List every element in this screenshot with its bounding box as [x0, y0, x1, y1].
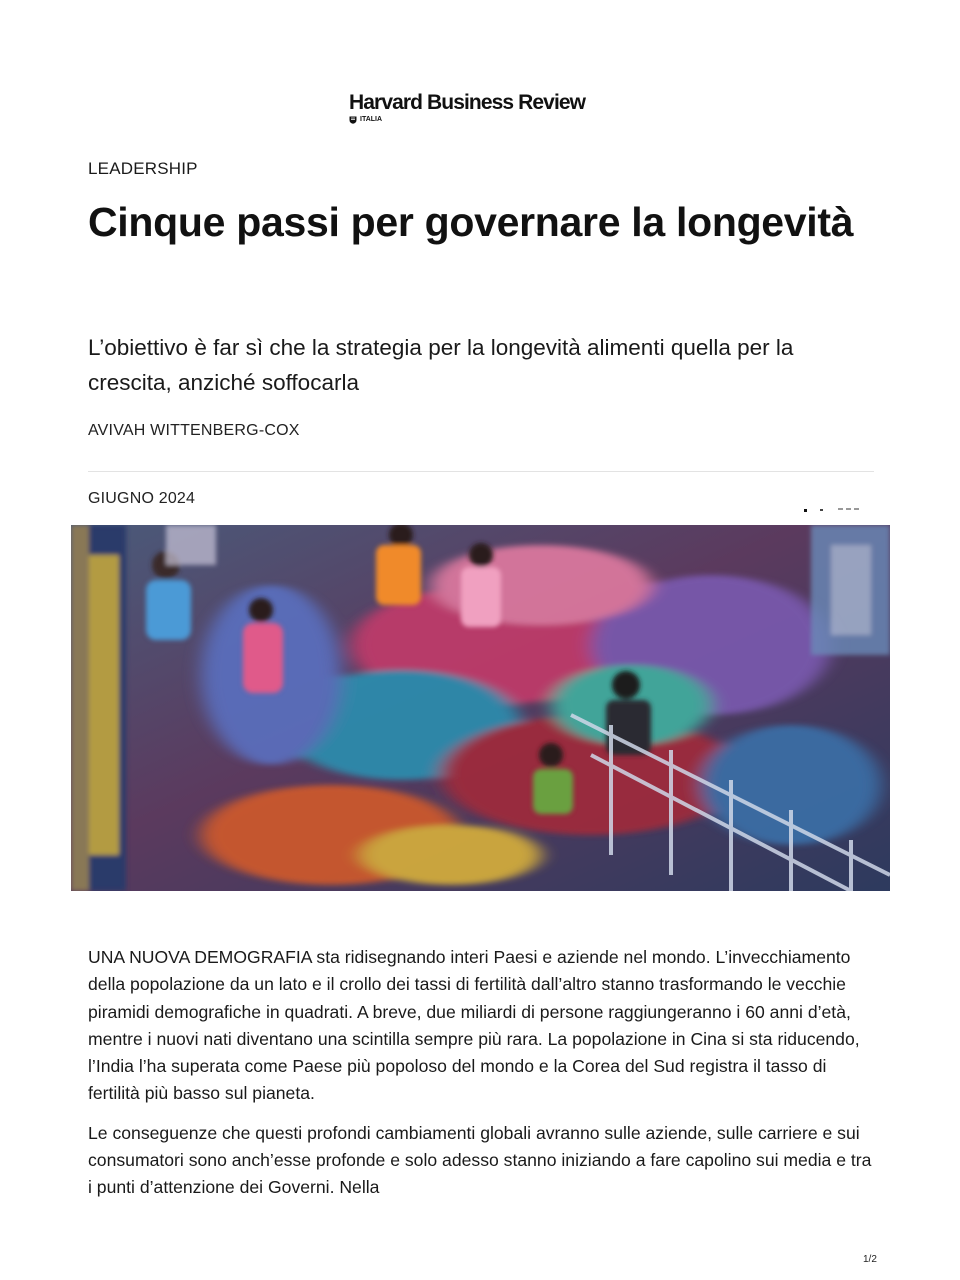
article-category[interactable]: LEADERSHIP — [88, 159, 198, 178]
edition-label: ITALIA — [360, 116, 383, 123]
paragraph: Le conseguenze che questi profondi cambiamenti globali avranno sulle aziende, sulle carriere e sui consumatori sono anch’esse profonde e solo adesso stanno iniziando a fare capolino sui media e tra i punti d’attenzione dei Governi. Nella — [88, 1122, 872, 1198]
shield-icon — [349, 116, 357, 124]
paragraph: UNA NUOVA DEMOGRAFIA sta ridisegnando interi Paesi e aziende nel mondo. L’invecchiamento della popolazione da un lato e il crollo dei tassi di fertilità dall’altro stanno trasformando le vecchie piramidi demografiche in quadrati. A breve, due miliardi di persone raggiungeranno i 60 anni d’età, mentre i nuovi nati diventano una scintilla sempre più rara. La popolazione in Cina si sta riducendo, l’India l’ha superata come Paese più popoloso del mondo e la Corea del Sud registra il tasso di fertilità più basso sul pianeta. — [88, 947, 860, 1104]
article-body — [88, 944, 878, 1214]
crowd-photo-illustration — [71, 525, 890, 891]
page-number: 1/2 — [863, 1254, 877, 1265]
article-author[interactable]: AVIVAH WITTENBERG-COX — [88, 422, 300, 439]
hero-image — [71, 525, 890, 891]
share-icons[interactable] — [800, 506, 870, 514]
masthead-edition — [349, 115, 619, 124]
divider — [88, 471, 874, 472]
article-date: GIUGNO 2024 — [88, 490, 196, 507]
masthead-title: Harvard Business Review — [349, 91, 586, 114]
article-subtitle: L’obiettivo è far sì che la strategia per la longevità alimenti quella per la crescita, anziché soffocarla — [88, 335, 794, 395]
hbr-logo[interactable] — [349, 90, 619, 124]
article-title: Cinque passi per governare la longevità — [88, 199, 854, 245]
